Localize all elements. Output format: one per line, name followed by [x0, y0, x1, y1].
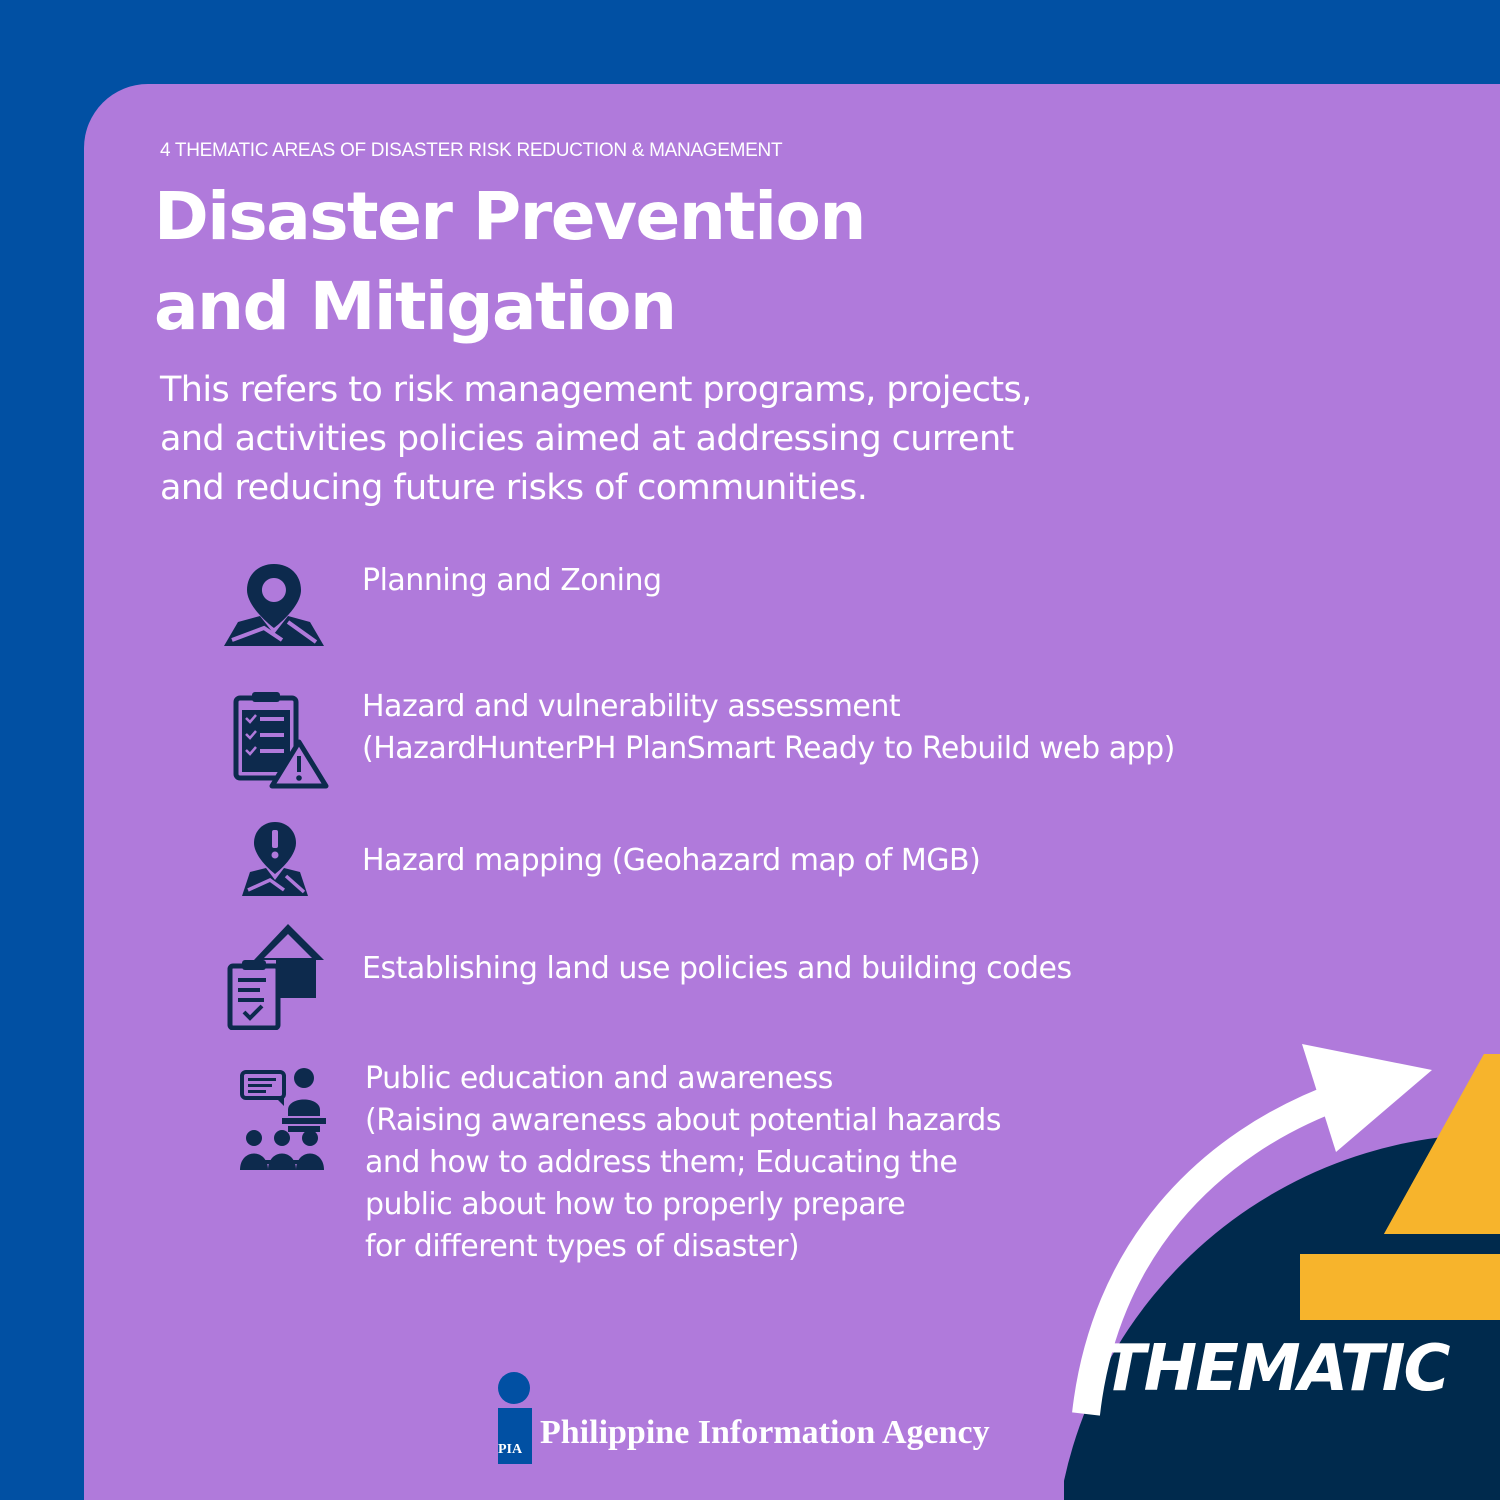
map-pin-icon — [222, 562, 326, 648]
list-item-text — [362, 686, 1175, 770]
title-line-2: and Mitigation — [154, 268, 676, 345]
list-item-line: for different types of disaster) — [365, 1229, 800, 1264]
intro-paragraph — [160, 366, 1032, 513]
kicker-text: 4 THEMATIC AREAS OF DISASTER RISK REDUCTION & MANAGEMENT — [160, 140, 783, 161]
badge-label: THEMATIC — [1102, 1332, 1449, 1406]
list-item-text — [362, 948, 1072, 990]
list-item-line: Hazard mapping (Geohazard map of MGB) — [362, 843, 981, 878]
list-item-text — [362, 560, 662, 602]
intro-line-1: This refers to risk management programs, projects, — [160, 370, 1032, 410]
intro-line-3: and reducing future risks of communities. — [160, 468, 868, 508]
list-item-line: and how to address them; Educating the — [365, 1145, 958, 1180]
pia-mark-text: PIA — [498, 1442, 523, 1457]
list-item-line: Hazard and vulnerability assessment — [362, 689, 901, 724]
hazard-map-pin-icon — [240, 820, 310, 898]
list-item-text — [362, 840, 980, 882]
page-title — [154, 172, 865, 352]
checklist-warning-icon — [232, 690, 330, 790]
list-item-line: (Raising awareness about potential hazards — [365, 1103, 1001, 1138]
intro-line-2: and activities policies aimed at addressing current — [160, 419, 1014, 459]
pia-logo — [496, 1370, 1016, 1470]
list-item-line: Planning and Zoning — [362, 563, 662, 598]
cycle-badge — [1064, 1034, 1500, 1500]
list-item-line: Establishing land use policies and building codes — [362, 951, 1072, 986]
content-card — [84, 84, 1500, 1500]
list-item-text — [365, 1058, 1001, 1268]
title-line-1: Disaster Prevention — [154, 178, 865, 255]
list-item-line: Public education and awareness — [365, 1061, 833, 1096]
list-item-line: public about how to properly prepare — [365, 1187, 906, 1222]
list-item-line: (HazardHunterPH PlanSmart Ready to Rebuild web app) — [362, 731, 1175, 766]
house-clipboard-icon — [226, 922, 326, 1030]
agency-name: Philippine Information Agency — [540, 1414, 990, 1451]
audience-speaker-icon — [238, 1066, 328, 1174]
